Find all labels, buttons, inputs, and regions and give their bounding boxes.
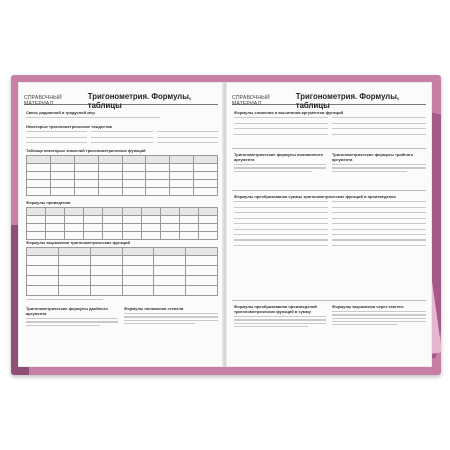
tangent-expression-block bbox=[332, 304, 426, 328]
double-arg-block bbox=[26, 306, 118, 328]
section-heading: Формулы преобразования произведений тригонометрических функций в сумму bbox=[234, 304, 317, 314]
section-heading: Формулы преобразования суммы тригонометрических функций в произведение bbox=[234, 194, 396, 199]
power-reduction-block bbox=[124, 306, 218, 326]
reduction-block bbox=[26, 200, 218, 240]
expression-block bbox=[26, 240, 218, 302]
section-heading: Формулы приведения bbox=[26, 200, 71, 205]
page-header bbox=[24, 92, 218, 110]
section-heading: Связь радианной и градусной мер bbox=[26, 110, 95, 115]
product-to-sum-block bbox=[234, 304, 326, 329]
section-heading: Формулы понижения степени bbox=[124, 306, 184, 311]
right-page bbox=[226, 82, 432, 367]
section-heading: Таблица некоторых значений тригонометрических функций bbox=[26, 148, 146, 153]
radian-degree-block bbox=[26, 110, 218, 120]
triple-arg-block bbox=[332, 152, 426, 174]
section-heading: Формулы выражения тригонометрических функций bbox=[26, 240, 130, 245]
page-header bbox=[232, 92, 426, 110]
values-table bbox=[26, 155, 218, 196]
page-title: Тригонометрия. Формулы, таблицы bbox=[295, 92, 400, 110]
values-table-block bbox=[26, 148, 218, 196]
section-heading: Формулы сложения и вычитания аргументов функций bbox=[234, 110, 344, 115]
reduction-table bbox=[26, 207, 218, 240]
section-label: СПРАВОЧНЫЙ МАТЕРИАЛ bbox=[232, 95, 270, 107]
section-heading: Тригонометрические формулы двойного аргумента bbox=[26, 306, 108, 316]
identities-block bbox=[26, 124, 218, 145]
section-heading: Тригонометрические формулы половинного аргумента bbox=[234, 152, 323, 162]
half-arg-block bbox=[234, 152, 326, 174]
section-heading: Некоторые тригонометрические тождества bbox=[26, 124, 112, 129]
left-page bbox=[18, 82, 224, 367]
addition-block bbox=[234, 110, 426, 137]
section-heading: Тригонометрические формулы тройного аргумента bbox=[332, 152, 414, 162]
sum-to-product-block bbox=[234, 194, 426, 248]
page-title: Тригонометрия. Формулы, таблицы bbox=[87, 92, 192, 110]
section-label: СПРАВОЧНЫЙ МАТЕРИАЛ bbox=[24, 95, 62, 107]
section-heading: Формулы выражения через тангенс bbox=[332, 304, 404, 309]
expression-table bbox=[26, 247, 218, 296]
